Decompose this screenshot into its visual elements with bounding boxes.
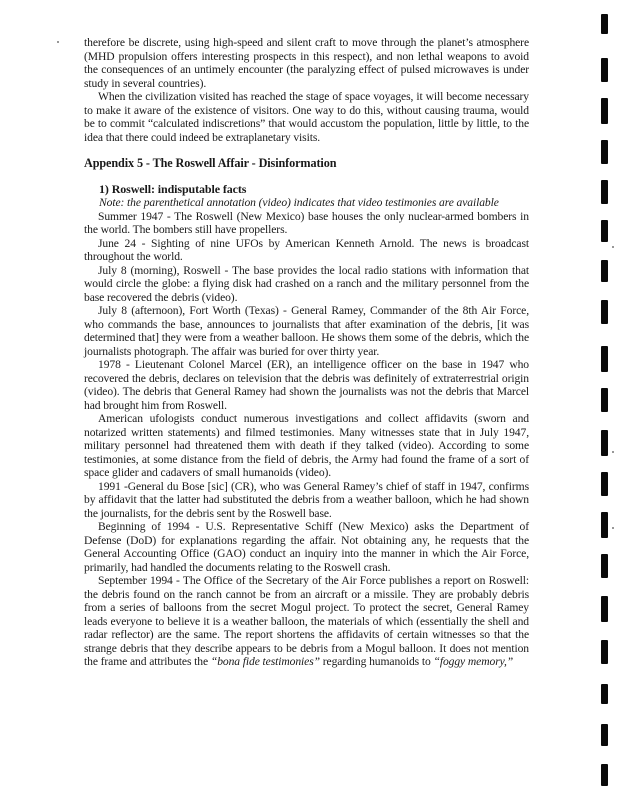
edge-mark (601, 140, 608, 164)
edge-mark (601, 346, 608, 372)
edge-mark (601, 430, 608, 456)
paragraph-9-text: September 1994 - The Office of the Secretary of the Air Force publishes a report on Roswell: the debris found on the ranch cannot be from an aircraft or a missile. They are probably debris from a series of balloons from the secret Mogul project. To protect the secret, General Ramey leads everyone to believe it is a weather balloon, the materials of which (essentially the shell and radar reflector) are the same. The report shortens the affidavits of certain witnesses so that the strange debris that they describe appears to be debris from a Mogul balloon. It does not mention the frame and attributes the (84, 574, 529, 668)
document-body (84, 36, 529, 669)
paragraph-3: July 8 (morning), Roswell - The base provides the local radio stations with information that would circle the globe: a flying disk had crashed on a ranch and the military personnel from the base recovered the debris (video). (84, 263, 529, 304)
edge-mark (601, 300, 608, 324)
scan-edge-marks (601, 0, 615, 798)
paragraph-2: June 24 - Sighting of nine UFOs by American Kenneth Arnold. The news is broadcast throughout the world. (84, 236, 529, 263)
paragraph-6: American ufologists conduct numerous investigations and collect affidavits (sworn and notarized written statements) and filmed testimonies. Many witnesses state that in July 1947, military personnel had threatened them with death if they talked (video). According to some testimonies, at some distance from the field of debris, the Army had found the frame of a sort of space glider and cadavers of small humanoids (video). (84, 412, 529, 479)
edge-mark (601, 554, 608, 578)
paragraph-top-2: When the civilization visited has reached the stage of space voyages, it will become necessary to make it aware of the existence of visitors. One way to do this, without causing trauma, would be to commit “calculated indiscretions” that would accustom the population, little by little, to the idea that there could indeed be extraplanetary visits. (84, 90, 529, 144)
scan-speck (612, 451, 614, 453)
scan-speck (57, 41, 59, 43)
paragraph-8: Beginning of 1994 - U.S. Representative Schiff (New Mexico) asks the Department of Defense (DoD) for explanations regarding the affair. Not obtaining any, he requests that the General Accounting Office (GAO) conduct an inquiry into the manner in which the Air Force, primarily, had handled the documents relating to the Roswell crash. (84, 520, 529, 574)
edge-mark (601, 724, 608, 746)
note-paragraph (84, 196, 529, 210)
paragraph-top-1: therefore be discrete, using high-speed and silent craft to move through the planet’s atmosphere (MHD propulsion offers interesting prospects in this respect), and non lethal weapons to avoid the consequences of an untimely encounter (the paralyzing effect of pulsed microwaves is under study in several countries). (84, 36, 529, 90)
paragraph-7: 1991 -General du Bose [sic] (CR), who was General Ramey’s chief of staff in 1947, confirms by affidavit that the latter had substituted the debris from a weather balloon, which he had shown the journalists, for the debris sent by the Roswell base. (84, 479, 529, 520)
paragraph-9 (84, 574, 529, 669)
paragraph-1: Summer 1947 - The Roswell (New Mexico) base houses the only nuclear-armed bombers in the world. The bombers still have propellers. (84, 209, 529, 236)
edge-mark (601, 684, 608, 704)
edge-mark (601, 472, 608, 496)
quote-foggy-memory: “foggy memory,” (433, 655, 514, 668)
edge-mark (601, 14, 608, 34)
scan-speck (612, 527, 614, 529)
edge-mark (601, 596, 608, 622)
note-text: Note: the parenthetical annotation (video) indicates that video testimonies are available (99, 196, 499, 209)
paragraph-9-middle: regarding humanoids to (319, 655, 434, 668)
edge-mark (601, 58, 608, 82)
edge-mark (601, 512, 608, 538)
edge-mark (601, 180, 608, 204)
scan-speck (612, 246, 614, 248)
paragraph-4: July 8 (afternoon), Fort Worth (Texas) - General Ramey, Commander of the 8th Air Force, who commands the base, announces to journalists that after examination of the debris, [it was determined that] they were from a weather balloon. He shows them some of the debris, which the journalists photograph. The affair was buried for over thirty year. (84, 304, 529, 358)
section-heading: 1) Roswell: indisputable facts (99, 181, 247, 196)
quote-bona-fide: “bona fide testimonies” (210, 655, 320, 668)
paragraph-5: 1978 - Lieutenant Colonel Marcel (ER), an intelligence officer on the base in 1947 who recovered the debris, declares on television that the debris was definitely of extraterrestrial origin (video). The debris that General Ramey had shown the journalists was not the debris that Marcel had brought him from Roswell. (84, 358, 529, 412)
edge-mark (601, 260, 608, 282)
edge-mark (601, 98, 608, 124)
edge-mark (601, 764, 608, 786)
edge-mark (601, 388, 608, 412)
edge-mark (601, 220, 608, 242)
edge-mark (601, 640, 608, 664)
appendix-heading: Appendix 5 - The Roswell Affair - Disinformation (84, 156, 337, 170)
